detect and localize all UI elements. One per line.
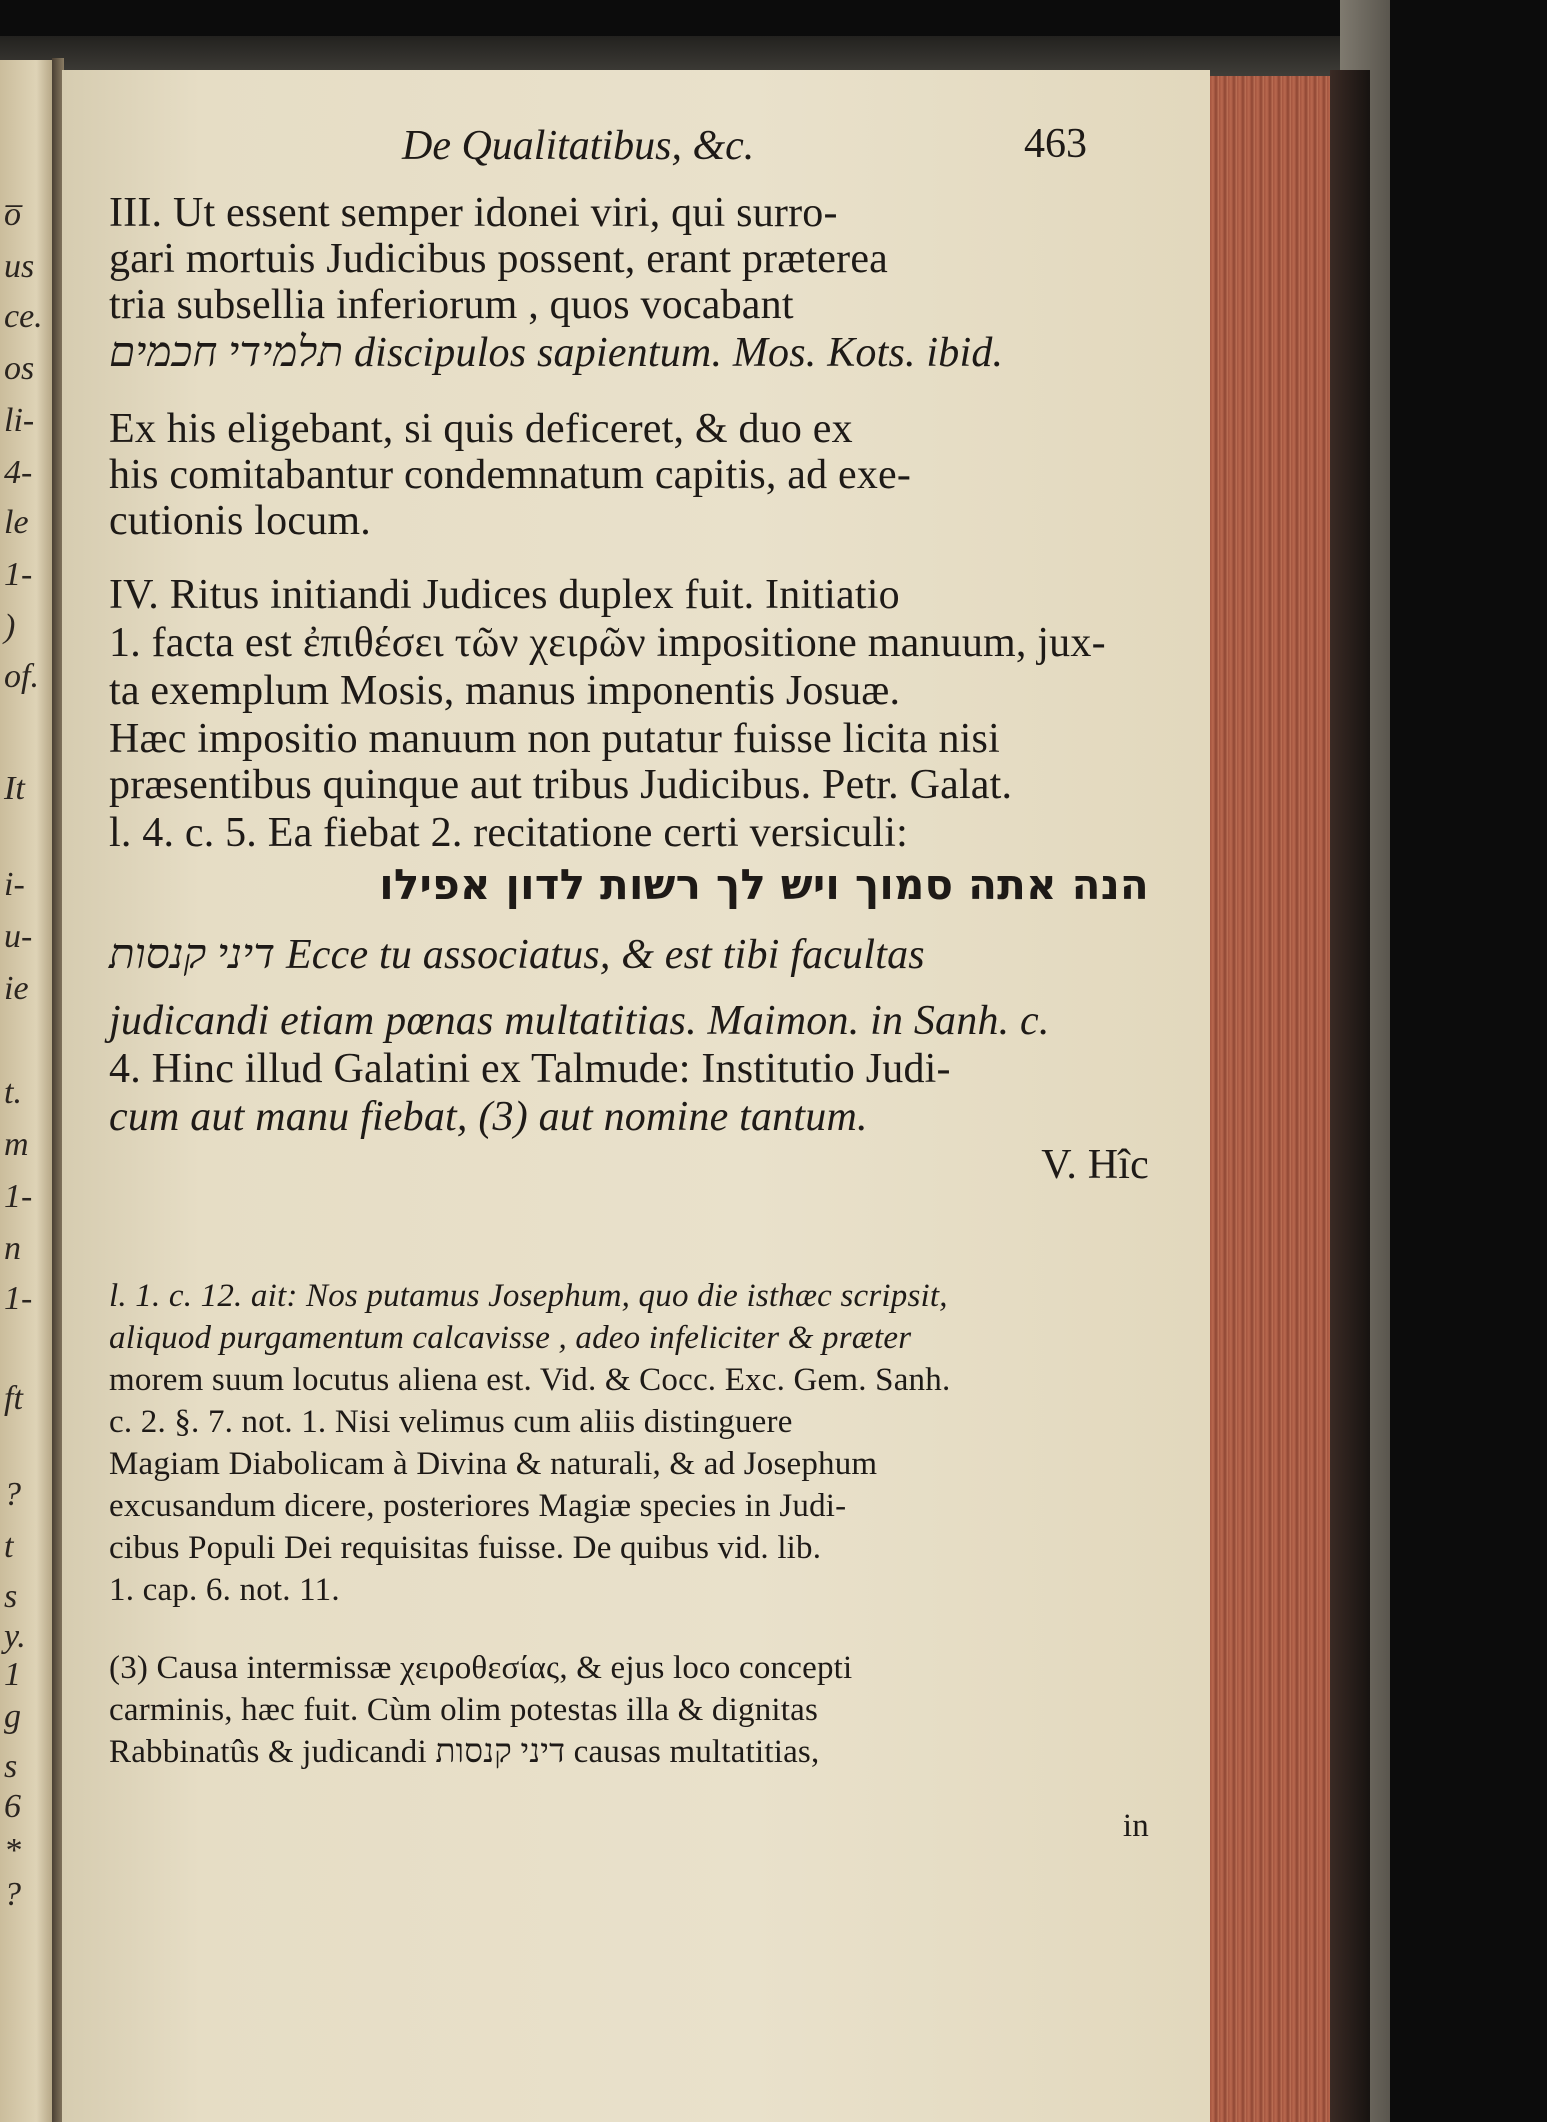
body-line: præsentibus quinque aut tribus Judicibus. Petr. Galat. [109,762,1013,808]
body-line: IV. Ritus initiandi Judices duplex fuit. Initiatio [109,572,900,618]
hebrew-line: הנה אתה סמוך ויש לך רשות לדון אפילו [379,860,1149,909]
margin-fragment: 6 [4,1788,21,1825]
footnote-line: carminis, hæc fuit. Cùm olim potestas illa & dignitas [109,1692,819,1728]
body-line: judicandi etiam pœnas multatitias. Maimon. in Sanh. c. [109,998,1050,1044]
margin-fragment: 1- [4,1280,33,1317]
margin-fragment: 4- [4,454,33,491]
margin-fragment: of. [4,658,39,695]
footnote-line: l. 1. c. 12. ait: Nos putamus Josephum, quo die isthæc scripsit, [109,1278,948,1314]
footnote-line: morem suum locutus aliena est. Vid. & Cocc. Exc. Gem. Sanh. [109,1362,951,1398]
margin-fragment: 1- [4,556,33,593]
margin-fragment: 1- [4,1178,33,1215]
margin-fragment: ? [4,1476,21,1513]
margin-fragment: g [4,1698,21,1735]
page-fore-edge [1210,76,1330,2122]
margin-fragment: It [4,770,25,807]
body-line: III. Ut essent semper idonei viri, qui surro- [109,190,838,236]
page-number: 463 [1024,121,1087,167]
margin-fragment: n [4,1230,21,1267]
body-line: cutionis locum. [109,498,371,544]
margin-fragment: us [4,248,35,285]
margin-fragment: ) [4,608,16,645]
margin-fragment: ? [4,1876,21,1913]
margin-fragment: le [4,504,29,541]
body-line: l. 4. c. 5. Ea fiebat 2. recitatione certi versiculi: [109,810,908,856]
margin-fragment: os [4,350,35,387]
footnote-line: Rabbinatûs & judicandi דיני קנסות causas multatitias, [109,1734,820,1770]
binding-shadow [1330,70,1370,2122]
footnote-line: 1. cap. 6. not. 11. [109,1572,340,1608]
margin-fragment: s [4,1748,18,1785]
margin-fragment: i- [4,866,25,903]
footnote-line: aliquod purgamentum calcavisse , adeo infeliciter & præter [109,1320,912,1356]
margin-fragment: o̅ [4,196,21,233]
body-line: דיני קנסות Ecce tu associatus, & est tibi facultas [109,932,925,978]
margin-fragment: s [4,1578,18,1615]
body-line: tria subsellia inferiorum , quos vocabant [109,282,794,328]
margin-fragment: li- [4,402,35,439]
body-line: his comitabantur condemnatum capitis, ad exe- [109,452,912,498]
body-line: Ex his eligebant, si quis deficeret, & duo ex [109,406,853,452]
margin-fragment: ft [4,1380,23,1417]
body-line: gari mortuis Judicibus possent, erant præterea [109,236,889,282]
facing-page-edge [0,60,52,2122]
margin-fragment: u- [4,918,33,955]
footnote-line: Magiam Diabolicam à Divina & naturali, & ad Josephum [109,1446,878,1482]
margin-fragment: ce. [4,298,43,335]
footnote-line: excusandum dicere, posteriores Magiæ species in Judi- [109,1488,847,1524]
margin-fragment: m [4,1126,29,1163]
footnote-line: (3) Causa intermissæ χειροθεσίας, & ejus loco concepti [109,1650,853,1686]
body-line: cum aut manu fiebat, (3) aut nomine tantum. [109,1094,868,1140]
catchword: V. Hîc [1041,1142,1149,1188]
body-line: ta exemplum Mosis, manus imponentis Josuæ. [109,668,901,714]
margin-fragment: t [4,1528,14,1565]
margin-fragment: 1 [4,1656,21,1693]
margin-fragment: t. [4,1074,22,1111]
footnote-line: c. 2. §. 7. not. 1. Nisi velimus cum aliis distinguere [109,1404,793,1440]
margin-fragment: ie [4,970,29,1007]
body-line: 1. facta est ἐπιθέσει τῶν χειρῶν impositione manuum, jux- [109,620,1106,666]
body-line: 4. Hinc illud Galatini ex Talmude: Institutio Judi- [109,1046,951,1092]
catchword: in [1122,1808,1149,1844]
margin-fragment: y. [4,1618,26,1655]
running-title: De Qualitatibus, &c. [402,123,755,169]
margin-fragment: * [4,1832,21,1869]
body-line: Hæc impositio manuum non putatur fuisse licita nisi [109,716,1000,762]
footnote-line: cibus Populi Dei requisitas fuisse. De quibus vid. lib. [109,1530,822,1566]
body-line: תלמידי חכמים discipulos sapientum. Mos. Kots. ibid. [109,330,1004,376]
book-page [62,70,1210,2122]
